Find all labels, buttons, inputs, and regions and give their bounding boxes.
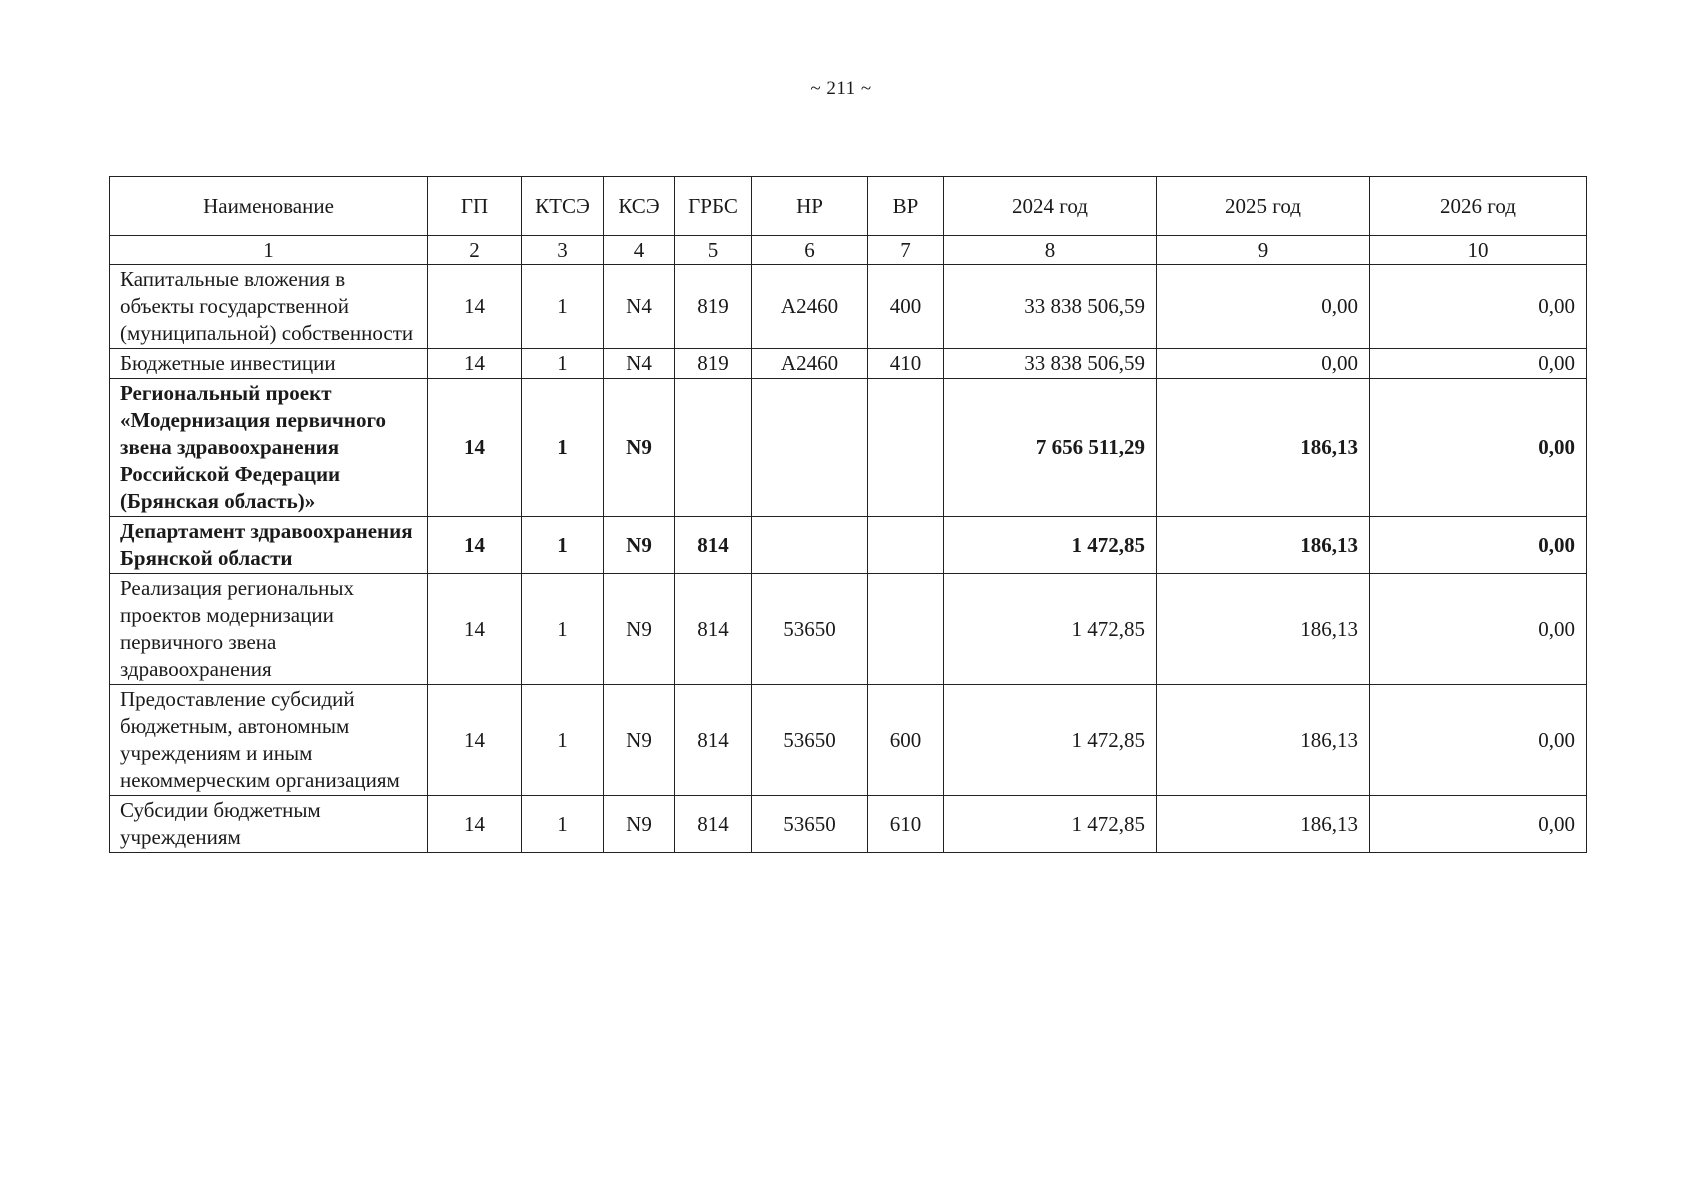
cell-ktse: 1 xyxy=(522,685,604,796)
header-gp: ГП xyxy=(428,177,522,236)
cell-2026: 0,00 xyxy=(1370,379,1587,517)
column-number: 10 xyxy=(1370,236,1587,265)
cell-2024: 1 472,85 xyxy=(944,574,1157,685)
cell-2024: 1 472,85 xyxy=(944,796,1157,853)
cell-2024: 33 838 506,59 xyxy=(944,349,1157,379)
cell-kse: N4 xyxy=(604,265,675,349)
cell-grbs: 819 xyxy=(675,349,752,379)
cell-ktse: 1 xyxy=(522,265,604,349)
cell-kse: N9 xyxy=(604,517,675,574)
cell-kse: N9 xyxy=(604,685,675,796)
cell-gp: 14 xyxy=(428,349,522,379)
cell-grbs: 814 xyxy=(675,517,752,574)
cell-grbs: 814 xyxy=(675,685,752,796)
cell-name: Субсидии бюджетным учреждениям xyxy=(110,796,428,853)
cell-nr: 53650 xyxy=(752,796,868,853)
cell-gp: 14 xyxy=(428,685,522,796)
header-nr: НР xyxy=(752,177,868,236)
column-number: 1 xyxy=(110,236,428,265)
cell-2026: 0,00 xyxy=(1370,574,1587,685)
cell-ktse: 1 xyxy=(522,349,604,379)
cell-gp: 14 xyxy=(428,517,522,574)
cell-nr: А2460 xyxy=(752,349,868,379)
cell-ktse: 1 xyxy=(522,796,604,853)
cell-2025: 186,13 xyxy=(1157,517,1370,574)
cell-gp: 14 xyxy=(428,574,522,685)
cell-2025: 186,13 xyxy=(1157,685,1370,796)
header-ktse: КТСЭ xyxy=(522,177,604,236)
budget-table xyxy=(109,176,1587,853)
cell-2025: 0,00 xyxy=(1157,265,1370,349)
cell-name: Департамент здравоохранения Брянской области xyxy=(110,517,428,574)
cell-2024: 7 656 511,29 xyxy=(944,379,1157,517)
cell-name: Реализация региональных проектов модернизации первичного звена здравоохранения xyxy=(110,574,428,685)
header-2024: 2024 год xyxy=(944,177,1157,236)
cell-vr: 410 xyxy=(868,349,944,379)
cell-vr xyxy=(868,379,944,517)
column-number-row xyxy=(110,236,1587,265)
header-name: Наименование xyxy=(110,177,428,236)
cell-kse: N9 xyxy=(604,574,675,685)
cell-name: Капитальные вложения в объекты государственной (муниципальной) собственности xyxy=(110,265,428,349)
cell-2024: 1 472,85 xyxy=(944,517,1157,574)
cell-nr xyxy=(752,379,868,517)
cell-nr: 53650 xyxy=(752,685,868,796)
cell-2026: 0,00 xyxy=(1370,517,1587,574)
table-row xyxy=(110,796,1587,853)
cell-kse: N4 xyxy=(604,349,675,379)
header-row xyxy=(110,177,1587,236)
table-row xyxy=(110,574,1587,685)
cell-2026: 0,00 xyxy=(1370,685,1587,796)
cell-grbs xyxy=(675,379,752,517)
cell-name: Региональный проект «Модернизация первичного звена здравоохранения Российской Федерации (Брянская область)» xyxy=(110,379,428,517)
column-number: 4 xyxy=(604,236,675,265)
header-2026: 2026 год xyxy=(1370,177,1587,236)
cell-name: Предоставление субсидий бюджетным, автономным учреждениям и иным некоммерческим организациям xyxy=(110,685,428,796)
cell-2026: 0,00 xyxy=(1370,265,1587,349)
column-number: 5 xyxy=(675,236,752,265)
column-number: 3 xyxy=(522,236,604,265)
cell-grbs: 819 xyxy=(675,265,752,349)
cell-kse: N9 xyxy=(604,379,675,517)
cell-2024: 33 838 506,59 xyxy=(944,265,1157,349)
cell-vr: 600 xyxy=(868,685,944,796)
column-number: 7 xyxy=(868,236,944,265)
cell-vr xyxy=(868,574,944,685)
header-vr: ВР xyxy=(868,177,944,236)
column-number: 9 xyxy=(1157,236,1370,265)
table-row xyxy=(110,685,1587,796)
cell-gp: 14 xyxy=(428,796,522,853)
header-2025: 2025 год xyxy=(1157,177,1370,236)
cell-2026: 0,00 xyxy=(1370,796,1587,853)
table-row xyxy=(110,379,1587,517)
cell-vr: 400 xyxy=(868,265,944,349)
cell-nr: А2460 xyxy=(752,265,868,349)
cell-nr xyxy=(752,517,868,574)
cell-2025: 186,13 xyxy=(1157,796,1370,853)
header-kse: КСЭ xyxy=(604,177,675,236)
cell-2025: 186,13 xyxy=(1157,574,1370,685)
cell-ktse: 1 xyxy=(522,379,604,517)
cell-2024: 1 472,85 xyxy=(944,685,1157,796)
cell-vr xyxy=(868,517,944,574)
header-grbs: ГРБС xyxy=(675,177,752,236)
cell-vr: 610 xyxy=(868,796,944,853)
cell-nr: 53650 xyxy=(752,574,868,685)
table-row xyxy=(110,517,1587,574)
cell-gp: 14 xyxy=(428,379,522,517)
column-number: 8 xyxy=(944,236,1157,265)
cell-ktse: 1 xyxy=(522,517,604,574)
cell-name: Бюджетные инвестиции xyxy=(110,349,428,379)
cell-kse: N9 xyxy=(604,796,675,853)
cell-2025: 186,13 xyxy=(1157,379,1370,517)
cell-grbs: 814 xyxy=(675,796,752,853)
column-number: 2 xyxy=(428,236,522,265)
page-number: ~ 211 ~ xyxy=(810,78,872,99)
cell-grbs: 814 xyxy=(675,574,752,685)
column-number: 6 xyxy=(752,236,868,265)
cell-gp: 14 xyxy=(428,265,522,349)
cell-2025: 0,00 xyxy=(1157,349,1370,379)
cell-ktse: 1 xyxy=(522,574,604,685)
cell-2026: 0,00 xyxy=(1370,349,1587,379)
table-row xyxy=(110,265,1587,349)
table-row xyxy=(110,349,1587,379)
